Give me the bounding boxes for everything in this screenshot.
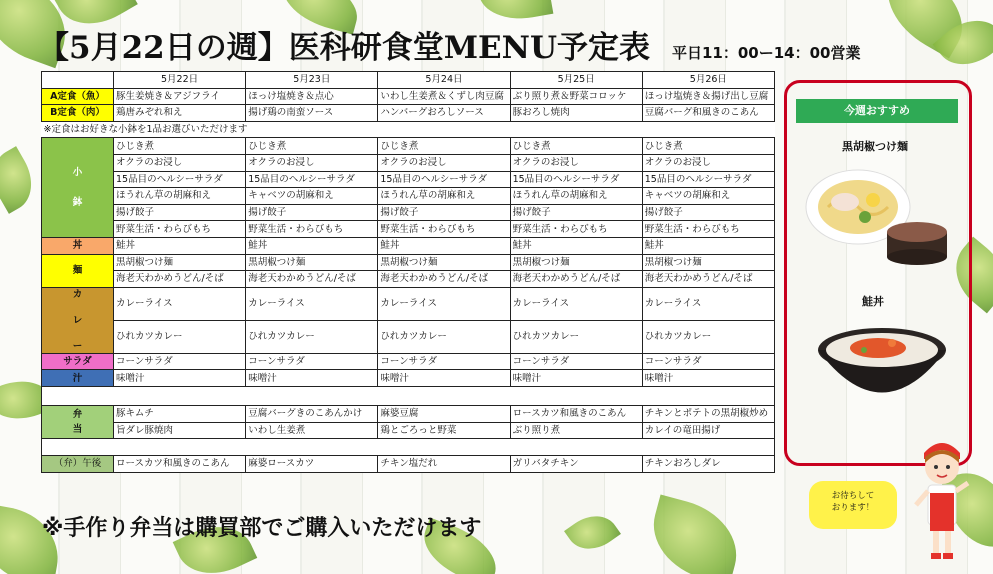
menu-cell: キャベツの胡麻和え: [642, 188, 774, 205]
menu-cell: ひじき煮: [510, 138, 642, 155]
menu-cell: 海老天わかめうどん/そば: [510, 271, 642, 288]
table-row: [42, 287, 775, 320]
menu-cell: カレーライス: [114, 287, 246, 320]
menu-cell: カレーライス: [642, 287, 774, 320]
menu-cell: チキンとポテトの黒胡椒炒め: [642, 405, 774, 422]
menu-cell: 海老天わかめうどん/そば: [246, 271, 378, 288]
teishoku-note: ※定食はお好きな小鉢を1品お選びいただけます: [42, 121, 775, 138]
menu-cell: 揚げ餃子: [378, 204, 510, 221]
menu-cell: カレーライス: [510, 287, 642, 320]
table-row: [42, 138, 775, 155]
mascot-illustration: [912, 433, 972, 568]
menu-cell: ほうれん草の胡麻和え: [378, 188, 510, 205]
date-header: 5月25日: [510, 72, 642, 89]
bento-label-2: 当: [72, 424, 83, 435]
spacer-row: [42, 386, 775, 405]
table-row: [42, 154, 775, 171]
menu-cell: 豆腐バーグきのこあんかけ: [246, 405, 378, 422]
tsukemen-photo: [803, 162, 963, 272]
table-row: [42, 353, 775, 370]
menu-cell: ぶり照り煮: [510, 422, 642, 439]
menu-cell: 揚げ鶏の南蛮ソース: [246, 105, 378, 122]
menu-cell: オクラのお浸し: [114, 154, 246, 171]
row-label-don: 丼: [42, 237, 114, 254]
table-row: [42, 405, 775, 422]
menu-cell: 鶏唐みぞれ和え: [114, 105, 246, 122]
menu-cell: 15品目のヘルシーサラダ: [510, 171, 642, 188]
menu-cell: 揚げ餃子: [114, 204, 246, 221]
menu-cell: 海老天わかめうどん/そば: [114, 271, 246, 288]
sake-don-photo: [812, 310, 952, 420]
table-row: [42, 171, 775, 188]
date-header: 5月23日: [246, 72, 378, 89]
menu-cell: ぶり照り煮＆野菜コロッケ: [510, 88, 642, 105]
menu-cell: ひれカツカレー: [378, 320, 510, 353]
recommend-title: 今週おすすめ: [796, 99, 958, 123]
page-title: 【5月22日の週】医科研食堂MENU予定表: [38, 30, 651, 66]
menu-cell: カレーライス: [378, 287, 510, 320]
menu-cell: コーンサラダ: [510, 353, 642, 370]
menu-cell: 黒胡椒つけ麺: [510, 254, 642, 271]
menu-cell: チキン塩だれ: [378, 456, 510, 473]
menu-cell: 揚げ餃子: [246, 204, 378, 221]
table-row: [42, 88, 775, 105]
row-label-curry: [42, 287, 114, 353]
menu-cell: カレーライス: [246, 287, 378, 320]
menu-cell: ひじき煮: [114, 138, 246, 155]
teishoku-note-row: [42, 121, 775, 138]
menu-cell: ひれカツカレー: [642, 320, 774, 353]
table-row: [42, 188, 775, 205]
menu-table: [41, 71, 775, 473]
corner-cell: [42, 72, 114, 89]
menu-cell: オクラのお浸し: [510, 154, 642, 171]
menu-cell: キャベツの胡麻和え: [246, 188, 378, 205]
menu-cell: 鮭丼: [510, 237, 642, 254]
menu-cell: ロースカツ和風きのこあん: [510, 405, 642, 422]
table-row: [42, 221, 775, 238]
curry-label-3: ー: [72, 340, 83, 352]
menu-cell: ほっけ塩焼き＆点心: [246, 88, 378, 105]
menu-cell: 鮭丼: [378, 237, 510, 254]
menu-cell: 味噌汁: [246, 370, 378, 387]
kobachi-label-2: 鉢: [72, 197, 83, 209]
date-header: 5月24日: [378, 72, 510, 89]
menu-cell: 鶏とごろっと野菜: [378, 422, 510, 439]
menu-cell: ひれカツカレー: [246, 320, 378, 353]
table-row: [42, 456, 775, 473]
table-row: [42, 370, 775, 387]
bubble-line-1: お待ちして: [831, 491, 875, 501]
row-label-bento-pm: （弁）午後: [42, 456, 114, 473]
date-header-row: [42, 72, 775, 89]
menu-cell: ハンバーグおろしソース: [378, 105, 510, 122]
menu-cell: 揚げ餃子: [642, 204, 774, 221]
row-label-salad: サラダ: [42, 353, 114, 370]
menu-cell: オクラのお浸し: [642, 154, 774, 171]
menu-cell: 麻婆ロースカツ: [246, 456, 378, 473]
recommend-item-2: 鮭丼: [862, 295, 884, 308]
speech-bubble: [809, 481, 897, 529]
row-label-teishoku-b: B定食（肉）: [42, 105, 114, 122]
menu-cell: 麻婆豆腐: [378, 405, 510, 422]
business-hours: 平日11：00ー14：00営業: [672, 44, 861, 62]
table-row: [42, 320, 775, 353]
table-row: [42, 254, 775, 271]
menu-cell: 味噌汁: [510, 370, 642, 387]
menu-cell: 15品目のヘルシーサラダ: [378, 171, 510, 188]
menu-cell: 野菜生活・わらびもち: [642, 221, 774, 238]
table-row: [42, 105, 775, 122]
recommend-item-1: 黒胡椒つけ麺: [842, 140, 908, 153]
spacer-row: [42, 439, 775, 456]
kobachi-label-1: 小: [72, 167, 83, 179]
menu-cell: 旨ダレ豚焼肉: [114, 422, 246, 439]
menu-cell: コーンサラダ: [114, 353, 246, 370]
menu-cell: 味噌汁: [114, 370, 246, 387]
table-row: [42, 271, 775, 288]
menu-cell: ガリバタチキン: [510, 456, 642, 473]
menu-cell: コーンサラダ: [642, 353, 774, 370]
bento-label-1: 弁: [72, 409, 83, 420]
menu-cell: ひじき煮: [246, 138, 378, 155]
menu-cell: 野菜生活・わらびもち: [246, 221, 378, 238]
menu-cell: 味噌汁: [642, 370, 774, 387]
bubble-line-2: おります！: [831, 503, 875, 513]
menu-cell: 15品目のヘルシーサラダ: [642, 171, 774, 188]
footer-note: ※手作り弁当は購買部でご購入いただけます: [42, 516, 482, 541]
menu-cell: コーンサラダ: [378, 353, 510, 370]
row-label-kobachi: [42, 138, 114, 238]
menu-cell: 黒胡椒つけ麺: [114, 254, 246, 271]
menu-cell: カレイの竜田揚げ: [642, 422, 774, 439]
menu-cell: 15品目のヘルシーサラダ: [246, 171, 378, 188]
menu-cell: 15品目のヘルシーサラダ: [114, 171, 246, 188]
menu-cell: 鮭丼: [246, 237, 378, 254]
menu-cell: 豚おろし焼肉: [510, 105, 642, 122]
menu-cell: 野菜生活・わらびもち: [510, 221, 642, 238]
menu-cell: ロースカツ和風きのこあん: [114, 456, 246, 473]
menu-cell: 豚キムチ: [114, 405, 246, 422]
menu-cell: 海老天わかめうどん/そば: [378, 271, 510, 288]
menu-cell: 鮭丼: [642, 237, 774, 254]
menu-cell: 黒胡椒つけ麺: [246, 254, 378, 271]
menu-cell: 鮭丼: [114, 237, 246, 254]
menu-cell: ひれカツカレー: [510, 320, 642, 353]
menu-cell: 野菜生活・わらびもち: [378, 221, 510, 238]
menu-cell: コーンサラダ: [246, 353, 378, 370]
row-label-men: 麺: [42, 254, 114, 287]
table-row: [42, 422, 775, 439]
menu-cell: 黒胡椒つけ麺: [378, 254, 510, 271]
menu-cell: チキンおろしダレ: [642, 456, 774, 473]
menu-cell: ひじき煮: [642, 138, 774, 155]
menu-cell: オクラのお浸し: [246, 154, 378, 171]
row-label-bento: [42, 405, 114, 438]
table-row: [42, 237, 775, 254]
menu-cell: ひじき煮: [378, 138, 510, 155]
table-row: [42, 204, 775, 221]
menu-cell: 黒胡椒つけ麺: [642, 254, 774, 271]
menu-cell: 野菜生活・わらびもち: [114, 221, 246, 238]
menu-cell: ほっけ塩焼き＆揚げ出し豆腐: [642, 88, 774, 105]
row-label-soup: 汁: [42, 370, 114, 387]
row-label-teishoku-a: A定食（魚）: [42, 88, 114, 105]
menu-cell: 海老天わかめうどん/そば: [642, 271, 774, 288]
menu-cell: オクラのお浸し: [378, 154, 510, 171]
menu-cell: いわし生姜煮: [246, 422, 378, 439]
menu-cell: ほうれん草の胡麻和え: [510, 188, 642, 205]
date-header: 5月26日: [642, 72, 774, 89]
menu-cell: ほうれん草の胡麻和え: [114, 188, 246, 205]
menu-cell: 豚生姜焼き＆アジフライ: [114, 88, 246, 105]
curry-label-1: カ: [72, 288, 83, 300]
curry-label-2: レ: [72, 314, 83, 326]
date-header: 5月22日: [114, 72, 246, 89]
menu-cell: ひれカツカレー: [114, 320, 246, 353]
menu-cell: 揚げ餃子: [510, 204, 642, 221]
menu-cell: 豆腐バーグ和風きのこあん: [642, 105, 774, 122]
menu-cell: いわし生姜煮＆くずし肉豆腐: [378, 88, 510, 105]
menu-cell: 味噌汁: [378, 370, 510, 387]
